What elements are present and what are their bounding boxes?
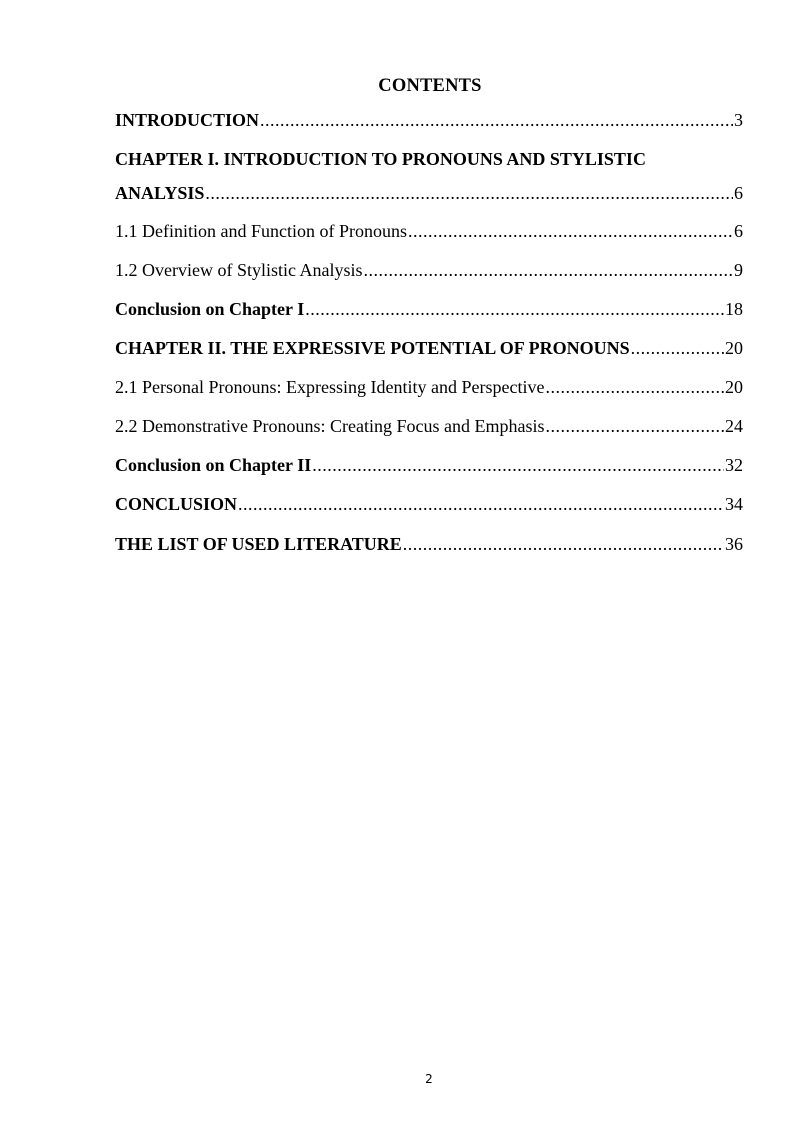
contents-title: CONTENTS (378, 76, 482, 96)
toc-entry-section-2-1[interactable] (115, 376, 743, 398)
toc-entry-label: THE LIST OF USED LITERATURE (115, 534, 402, 554)
toc-entry-label: 1.2 Overview of Stylistic Analysis (115, 260, 363, 280)
toc-entry-section-2-2[interactable] (115, 415, 743, 437)
toc-entry-conclusion[interactable] (115, 493, 743, 515)
dot-leader (631, 337, 724, 359)
dot-leader (238, 493, 724, 515)
toc-entry-page: 18 (725, 299, 743, 319)
dot-leader (305, 298, 724, 320)
toc-entry-label: Conclusion on Chapter II (115, 455, 312, 475)
dot-leader (545, 376, 724, 398)
toc-entry-literature[interactable] (115, 533, 743, 555)
toc-entry-page: 32 (725, 455, 743, 475)
toc-entry-conclusion-chapter2[interactable] (115, 454, 743, 476)
toc-entry-label: Conclusion on Chapter I (115, 299, 305, 319)
toc-entry-page: 34 (725, 494, 743, 514)
toc-entry-label: 2.2 Demonstrative Pronouns: Creating Focus and Emphasis (115, 416, 545, 436)
toc-entry-label: CHAPTER II. THE EXPRESSIVE POTENTIAL OF PRONOUNS (115, 338, 630, 358)
toc-entry-label: 2.1 Personal Pronouns: Expressing Identity and Perspective (115, 377, 545, 397)
toc-entry-label: ANALYSIS (115, 183, 205, 203)
toc-entry-label: 1.1 Definition and Function of Pronouns (115, 221, 407, 241)
dot-leader (403, 533, 724, 555)
toc-entry-section-1-2[interactable] (115, 259, 743, 281)
toc-entry-label: CONCLUSION (115, 494, 238, 514)
dot-leader (363, 259, 733, 281)
dot-leader (312, 454, 724, 476)
toc-entry-page: 20 (725, 338, 743, 358)
page-number: 2 (425, 1072, 433, 1086)
dot-leader (205, 182, 733, 204)
toc-entry-section-1-1[interactable] (115, 220, 743, 242)
dot-leader (408, 220, 733, 242)
toc-entry-introduction[interactable] (115, 109, 743, 131)
toc-entry-chapter2[interactable] (115, 337, 743, 359)
dot-leader (260, 109, 733, 131)
toc-chapter1-title-line1[interactable]: CHAPTER I. INTRODUCTION TO PRONOUNS AND STYLISTIC (115, 149, 646, 169)
toc-entry-label: INTRODUCTION (115, 110, 260, 130)
toc-entry-page: 9 (734, 260, 743, 280)
toc-entry-page: 6 (734, 221, 743, 241)
toc-entry-conclusion-chapter1[interactable] (115, 298, 743, 320)
toc-entry-page: 3 (734, 110, 743, 130)
toc-entry-page: 20 (725, 377, 743, 397)
toc-entry-chapter1[interactable] (115, 182, 743, 204)
dot-leader (545, 415, 724, 437)
toc-entry-page: 36 (725, 534, 743, 554)
toc-entry-page: 6 (734, 183, 743, 203)
toc-entry-page: 24 (725, 416, 743, 436)
